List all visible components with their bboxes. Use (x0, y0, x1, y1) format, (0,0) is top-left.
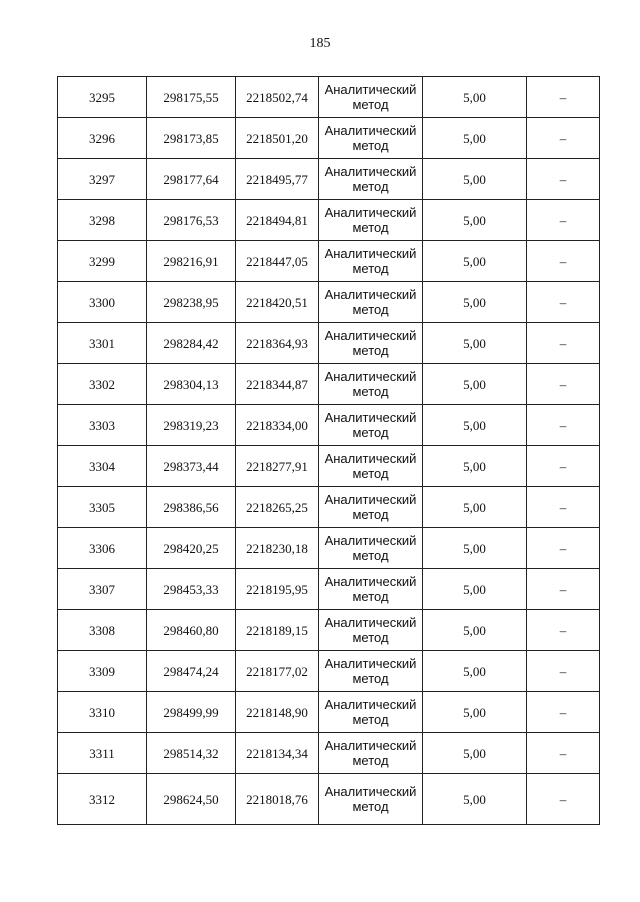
table-row (58, 733, 600, 774)
method-cell (319, 282, 423, 323)
accuracy-cell: 5,00 (423, 405, 527, 446)
point-number-cell: 3300 (58, 282, 147, 323)
accuracy-cell: 5,00 (423, 610, 527, 651)
note-cell: – (527, 282, 600, 323)
point-number-cell: 3296 (58, 118, 147, 159)
method-line1: Аналитический (324, 697, 417, 712)
y-coordinate-cell: 2218447,05 (236, 241, 319, 282)
point-number-cell: 3306 (58, 528, 147, 569)
y-coordinate-cell: 2218420,51 (236, 282, 319, 323)
y-coordinate-cell: 2218364,93 (236, 323, 319, 364)
method-cell (319, 446, 423, 487)
x-coordinate-cell: 298474,24 (147, 651, 236, 692)
accuracy-cell: 5,00 (423, 241, 527, 282)
note-cell: – (527, 118, 600, 159)
method-cell (319, 528, 423, 569)
method-line2: метод (352, 425, 389, 440)
note-cell: – (527, 651, 600, 692)
x-coordinate-cell: 298420,25 (147, 528, 236, 569)
method-line1: Аналитический (324, 205, 417, 220)
table-row (58, 569, 600, 610)
accuracy-cell: 5,00 (423, 200, 527, 241)
method-line2: метод (352, 589, 389, 604)
accuracy-cell: 5,00 (423, 323, 527, 364)
y-coordinate-cell: 2218495,77 (236, 159, 319, 200)
x-coordinate-cell: 298216,91 (147, 241, 236, 282)
table-row (58, 446, 600, 487)
note-cell: – (527, 487, 600, 528)
x-coordinate-cell: 298173,85 (147, 118, 236, 159)
point-number-cell: 3303 (58, 405, 147, 446)
table-row (58, 323, 600, 364)
note-cell: – (527, 569, 600, 610)
table-row (58, 159, 600, 200)
method-cell (319, 364, 423, 405)
accuracy-cell: 5,00 (423, 569, 527, 610)
x-coordinate-cell: 298238,95 (147, 282, 236, 323)
x-coordinate-cell: 298304,13 (147, 364, 236, 405)
x-coordinate-cell: 298460,80 (147, 610, 236, 651)
x-coordinate-cell: 298175,55 (147, 77, 236, 118)
accuracy-cell: 5,00 (423, 651, 527, 692)
method-line2: метод (352, 343, 389, 358)
x-coordinate-cell: 298514,32 (147, 733, 236, 774)
method-line1: Аналитический (324, 533, 417, 548)
note-cell: – (527, 364, 600, 405)
accuracy-cell: 5,00 (423, 528, 527, 569)
accuracy-cell: 5,00 (423, 774, 527, 825)
accuracy-cell: 5,00 (423, 77, 527, 118)
method-cell (319, 159, 423, 200)
table-row (58, 77, 600, 118)
point-number-cell: 3312 (58, 774, 147, 825)
method-cell (319, 569, 423, 610)
y-coordinate-cell: 2218018,76 (236, 774, 319, 825)
note-cell: – (527, 200, 600, 241)
note-cell: – (527, 405, 600, 446)
accuracy-cell: 5,00 (423, 733, 527, 774)
x-coordinate-cell: 298177,64 (147, 159, 236, 200)
point-number-cell: 3310 (58, 692, 147, 733)
note-cell: – (527, 692, 600, 733)
point-number-cell: 3309 (58, 651, 147, 692)
method-cell (319, 733, 423, 774)
method-cell (319, 118, 423, 159)
table-row (58, 651, 600, 692)
accuracy-cell: 5,00 (423, 487, 527, 528)
note-cell: – (527, 323, 600, 364)
method-line2: метод (352, 507, 389, 522)
method-line1: Аналитический (324, 164, 417, 179)
method-cell (319, 77, 423, 118)
y-coordinate-cell: 2218148,90 (236, 692, 319, 733)
note-cell: – (527, 528, 600, 569)
table-row (58, 487, 600, 528)
note-cell: – (527, 610, 600, 651)
method-cell (319, 610, 423, 651)
table-row (58, 692, 600, 733)
accuracy-cell: 5,00 (423, 118, 527, 159)
method-cell (319, 774, 423, 825)
method-cell (319, 692, 423, 733)
method-line1: Аналитический (324, 738, 417, 753)
method-line2: метод (352, 548, 389, 563)
method-line1: Аналитический (324, 574, 417, 589)
point-number-cell: 3297 (58, 159, 147, 200)
method-cell (319, 200, 423, 241)
method-line1: Аналитический (324, 82, 417, 97)
method-line1: Аналитический (324, 615, 417, 630)
method-line2: метод (352, 179, 389, 194)
table-row (58, 364, 600, 405)
method-line2: метод (352, 97, 389, 112)
table-row (58, 200, 600, 241)
accuracy-cell: 5,00 (423, 282, 527, 323)
accuracy-cell: 5,00 (423, 364, 527, 405)
method-line2: метод (352, 138, 389, 153)
y-coordinate-cell: 2218134,34 (236, 733, 319, 774)
method-cell (319, 405, 423, 446)
point-number-cell: 3304 (58, 446, 147, 487)
table-row (58, 405, 600, 446)
coordinates-table-body (58, 77, 600, 825)
point-number-cell: 3299 (58, 241, 147, 282)
method-line1: Аналитический (324, 369, 417, 384)
table-row (58, 282, 600, 323)
x-coordinate-cell: 298499,99 (147, 692, 236, 733)
accuracy-cell: 5,00 (423, 159, 527, 200)
point-number-cell: 3311 (58, 733, 147, 774)
point-number-cell: 3295 (58, 77, 147, 118)
note-cell: – (527, 77, 600, 118)
method-line2: метод (352, 261, 389, 276)
x-coordinate-cell: 298176,53 (147, 200, 236, 241)
y-coordinate-cell: 2218334,00 (236, 405, 319, 446)
point-number-cell: 3302 (58, 364, 147, 405)
x-coordinate-cell: 298624,50 (147, 774, 236, 825)
table-row (58, 118, 600, 159)
method-cell (319, 487, 423, 528)
method-line2: метод (352, 671, 389, 686)
x-coordinate-cell: 298453,33 (147, 569, 236, 610)
x-coordinate-cell: 298284,42 (147, 323, 236, 364)
x-coordinate-cell: 298373,44 (147, 446, 236, 487)
x-coordinate-cell: 298386,56 (147, 487, 236, 528)
method-line1: Аналитический (324, 656, 417, 671)
accuracy-cell: 5,00 (423, 446, 527, 487)
note-cell: – (527, 241, 600, 282)
table-row (58, 774, 600, 825)
method-line1: Аналитический (324, 492, 417, 507)
table-row (58, 241, 600, 282)
method-line1: Аналитический (324, 328, 417, 343)
method-line1: Аналитический (324, 784, 417, 799)
note-cell: – (527, 774, 600, 825)
x-coordinate-cell: 298319,23 (147, 405, 236, 446)
method-cell (319, 651, 423, 692)
y-coordinate-cell: 2218494,81 (236, 200, 319, 241)
method-line2: метод (352, 753, 389, 768)
method-line2: метод (352, 220, 389, 235)
method-line2: метод (352, 799, 389, 814)
method-line1: Аналитический (324, 246, 417, 261)
method-line1: Аналитический (324, 410, 417, 425)
y-coordinate-cell: 2218502,74 (236, 77, 319, 118)
y-coordinate-cell: 2218265,25 (236, 487, 319, 528)
method-line2: метод (352, 712, 389, 727)
note-cell: – (527, 733, 600, 774)
y-coordinate-cell: 2218177,02 (236, 651, 319, 692)
page-number: 185 (309, 36, 331, 51)
method-line1: Аналитический (324, 123, 417, 138)
y-coordinate-cell: 2218189,15 (236, 610, 319, 651)
note-cell: – (527, 446, 600, 487)
y-coordinate-cell: 2218230,18 (236, 528, 319, 569)
method-line1: Аналитический (324, 287, 417, 302)
method-line1: Аналитический (324, 451, 417, 466)
coordinates-table (57, 76, 600, 825)
table-row (58, 528, 600, 569)
point-number-cell: 3298 (58, 200, 147, 241)
method-line2: метод (352, 630, 389, 645)
y-coordinate-cell: 2218501,20 (236, 118, 319, 159)
y-coordinate-cell: 2218344,87 (236, 364, 319, 405)
point-number-cell: 3307 (58, 569, 147, 610)
method-line2: метод (352, 302, 389, 317)
method-line2: метод (352, 384, 389, 399)
method-line2: метод (352, 466, 389, 481)
point-number-cell: 3301 (58, 323, 147, 364)
table-row (58, 610, 600, 651)
point-number-cell: 3308 (58, 610, 147, 651)
point-number-cell: 3305 (58, 487, 147, 528)
note-cell: – (527, 159, 600, 200)
accuracy-cell: 5,00 (423, 692, 527, 733)
method-cell (319, 241, 423, 282)
method-cell (319, 323, 423, 364)
y-coordinate-cell: 2218277,91 (236, 446, 319, 487)
y-coordinate-cell: 2218195,95 (236, 569, 319, 610)
